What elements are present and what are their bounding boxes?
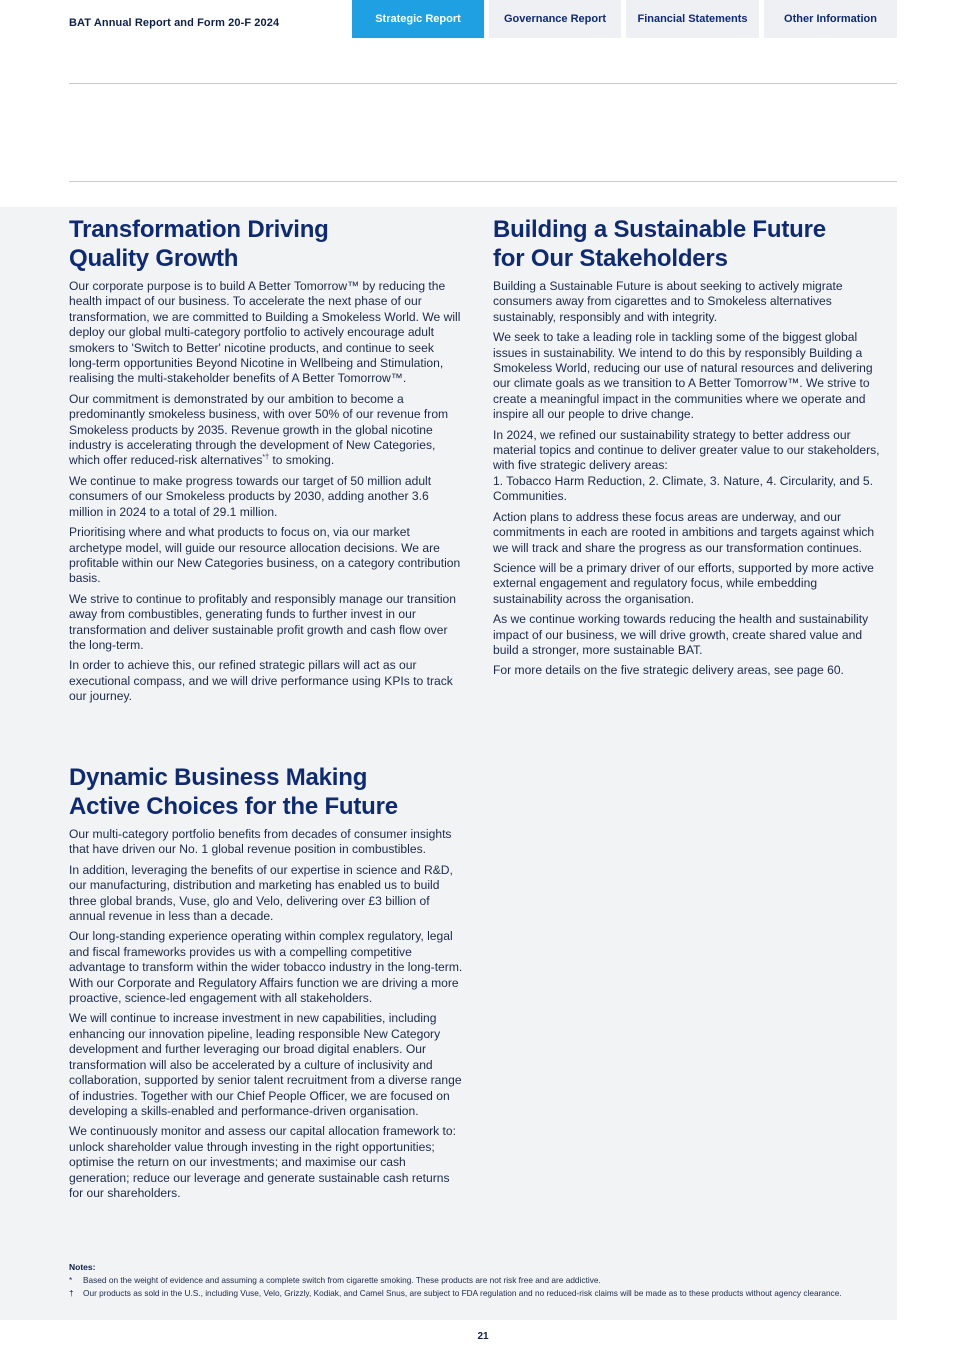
paragraph: As we continue working towards reducing the health and sustainability impact of our business, we will drive growth, create shared value and build a stronger, more sustainable BAT. bbox=[493, 612, 869, 657]
paragraph: We seek to take a leading role in tackling some of the biggest global issues in sustainability. We intend to do this by responsibly Building a Smokeless World, reducing our use of natural resources and delivering our climate goals as we transition to A Better Tomorrow™. We strive to create a meaningful impact in the communities where we operate and inspire all our people to drive change. bbox=[493, 330, 873, 422]
section-transformation bbox=[69, 215, 463, 710]
footnote bbox=[69, 1288, 879, 1300]
section-sustainable-future bbox=[493, 215, 887, 684]
paragraph: Action plans to address these focus areas are underway, and our commitments in each are rooted in ambitions and targets against which we will track and share the progress as our transformation continues. bbox=[493, 509, 875, 555]
section-title: Dynamic Business Making Active Choices for the Future bbox=[69, 764, 398, 820]
report-title: BAT Annual Report and Form 20-F 2024 bbox=[69, 17, 280, 29]
paragraph: Our corporate purpose is to build A Better Tomorrow™ by reducing the health impact of our business. To accelerate the next phase of our transformation, we are committed to Building a Smokeless World. We will deploy our global multi-category portfolio to actively encourage adult smokers to 'Switch to Better' nicotine products, and continue to seek long-term opportunities Beyond Nicotine in Wellbeing and Stimulation, realising the multi-stakeholder benefits of A Better Tomorrow™. bbox=[69, 279, 461, 386]
paragraph: Our commitment is demonstrated by our ambition to become a predominantly smokeless business, with over 50% of our revenue from Smokeless products by 2035. Revenue growth in the global nicotine industry is accelerating through the development of New Categories, which offer reduced-risk alternatives*† to smoking. bbox=[69, 391, 449, 468]
footnote-mark: * bbox=[69, 1275, 73, 1285]
tab-governance-report[interactable]: Governance Report bbox=[489, 0, 621, 38]
paragraph: We will continue to increase investment in new capabilities, including enhancing our innovation pipeline, leading responsible New Category development and further leveraging our broad digital enablers. Our transformation will also be accelerated by a culture of inclusivity and collaboration, supported by senior talent recruitment from a diverse range of industries. Together with our Chief People Officer, we are focused on developing a skills-enabled and performance-driven organisation. bbox=[69, 1011, 462, 1118]
paragraph: Prioritising where and what products to focus on, via our market archetype model, will guide our resource allocation decisions. We are profitable within our New Categories business, on a category contribution basis. bbox=[69, 525, 461, 586]
section-title: Transformation Driving Quality Growth bbox=[69, 216, 329, 272]
page-number: 21 bbox=[477, 1331, 489, 1342]
footnote-text: Our products as sold in the U.S., including Vuse, Velo, Grizzly, Kodiak, and Camel Snus, are subject to FDA regulation and no reduced-risk claims will be made as to these products without agency clearance. bbox=[83, 1287, 842, 1298]
tab-financial-statements[interactable]: Financial Statements bbox=[626, 0, 759, 38]
section-title: Building a Sustainable Future for Our Stakeholders bbox=[493, 216, 826, 272]
paragraph: Science will be a primary driver of our efforts, supported by more active external engagement and regulatory focus, while embedding sustainability across the organisation. bbox=[493, 560, 874, 606]
paragraph: Our long-standing experience operating within complex regulatory, legal and fiscal frameworks provides us with a compelling competitive advantage to transform within the wider tobacco industry in the long-term. With our Corporate and Regulatory Affairs function we are driving a more proactive, science-led engagement with all stakeholders. bbox=[69, 929, 463, 1006]
footnotes bbox=[69, 1262, 879, 1300]
second-divider bbox=[69, 181, 897, 182]
paragraph: In addition, leveraging the benefits of our expertise in science and R&D, our manufacturing, distribution and marketing has enabled us to build three global brands, Vuse, glo and Velo, delivering over £3 billion of annual revenue in less than a decade. bbox=[69, 862, 453, 924]
tab-other-information[interactable]: Other Information bbox=[764, 0, 897, 38]
paragraph: In order to achieve this, our refined strategic pillars will act as our executional compass, and we will drive performance using KPIs to track our journey. bbox=[69, 658, 453, 704]
section-dynamic-business bbox=[69, 763, 463, 1206]
paragraph: We continuously monitor and assess our capital allocation framework to: unlock shareholder value through investing in the right opportunities; optimise the return on our investments; and maximise our cash generation; reduce our leverage and generate sustainable cash returns for our shareholders. bbox=[69, 1124, 456, 1200]
paragraph: For more details on the five strategic delivery areas, see page 60. bbox=[493, 663, 844, 678]
paragraph: Building a Sustainable Future is about seeking to actively migrate consumers away from cigarettes and to Smokeless alternatives sustainably, responsibly and with integrity. bbox=[493, 279, 843, 324]
tab-strategic-report[interactable]: Strategic Report bbox=[352, 0, 484, 38]
footnote-mark: † bbox=[69, 1287, 74, 1298]
footnote-text: Based on the weight of evidence and assuming a complete switch from cigarette smoking. These products are not risk free and are addictive. bbox=[83, 1275, 601, 1285]
footnote bbox=[69, 1275, 879, 1287]
paragraph: Our multi-category portfolio benefits from decades of consumer insights that have driven our No. 1 global revenue position in combustibles. bbox=[69, 827, 452, 857]
notes-title: Notes: bbox=[69, 1262, 96, 1272]
top-divider bbox=[69, 83, 897, 84]
paragraph: In 2024, we refined our sustainability strategy to better address our material topics and continue to deliver greater value to our stakeholders, with five strategic delivery areas: 1. Tobacco Harm Reduction, 2. Climate, 3. Nature, 4. Circularity, and 5. Communities. bbox=[493, 427, 880, 504]
paragraph: We continue to make progress towards our target of 50 million adult consumers of our Smokeless products by 2030, adding another 3.6 million in 2024 to a total of 29.1 million. bbox=[69, 473, 432, 519]
paragraph: We strive to continue to profitably and responsibly manage our transition away from combustibles, generating funds to further invest in our transformation and deliver sustainable profit growth and cash flow over the long-term. bbox=[69, 591, 456, 652]
